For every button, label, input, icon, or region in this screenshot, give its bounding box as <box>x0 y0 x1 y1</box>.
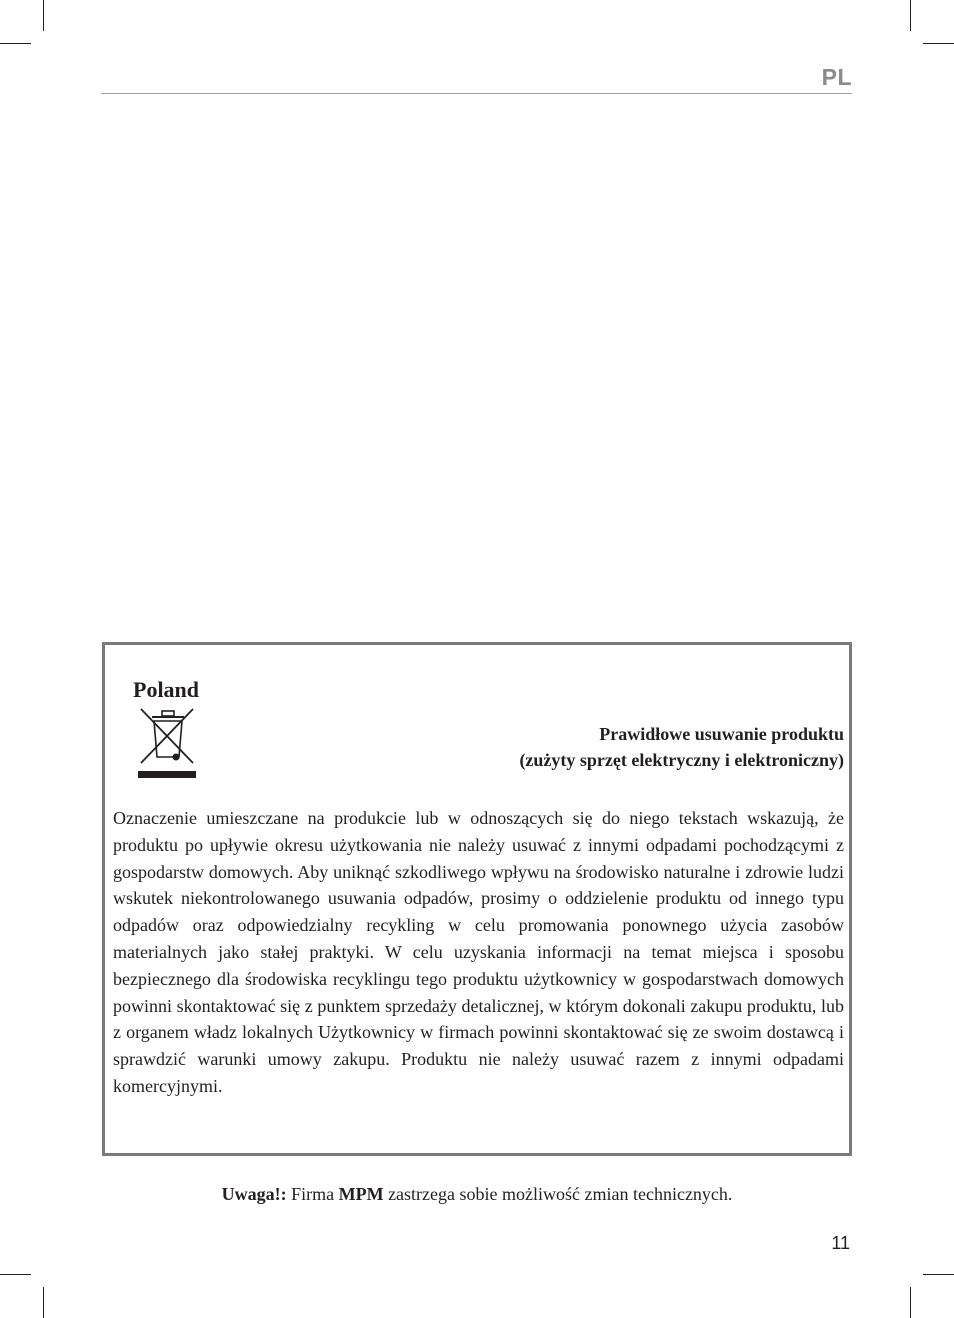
header-rule <box>101 93 852 94</box>
crop-mark-top-right-v <box>910 0 911 31</box>
heading-line-1: Prawidłowe usuwanie produktu <box>599 724 844 744</box>
disposal-info-box <box>102 642 852 1156</box>
country-title: Poland <box>133 677 200 702</box>
technical-changes-note <box>0 1184 954 1205</box>
note-text-after: zastrzega sobie możliwość zmian technicznych. <box>383 1184 733 1204</box>
note-brand: MPM <box>338 1184 384 1204</box>
page-number: 11 <box>831 1233 850 1253</box>
crossed-out-wheelie-bin-icon <box>138 705 198 779</box>
disposal-heading <box>519 721 844 773</box>
crop-mark-bottom-left-h <box>0 1274 31 1275</box>
crop-mark-bottom-right-h <box>923 1274 954 1275</box>
crop-mark-top-right-h <box>923 43 954 44</box>
crop-mark-top-left-v <box>43 0 44 31</box>
note-label: Uwaga!: <box>221 1184 287 1204</box>
language-code: PL <box>821 64 852 90</box>
heading-line-2: (zużyty sprzęt elektryczny i elektroniczny) <box>519 750 844 770</box>
disposal-body-text: Oznaczenie umieszczane na produkcie lub w odnoszących się do niego tekstach wskazują, że produktu po upływie okresu użytkowania nie należy usuwać z innymi odpadami pochodzącymi z gospodarstw domowych. Aby uniknąć szkodliwego wpływu na środowisko naturalne i zdrowie ludzi wskutek niekontrolowanego usuwania odpadów, prosimy o oddzielenie produktu od innego typu odpadów oraz odpowiedzialny recykling w celu promowania ponownego użycia zasobów materialnych jako stałej praktyki. W celu uzyskania informacji na temat miejsca i sposobu bezpiecznego dla środowiska recyklingu tego produktu użytkownicy w gospodarstwach domowych powinni skontaktować się z punktem sprzedaży detalicznej, w którym dokonali zakupu produktu, lub z organem władz lokalnych Użytkownicy w firmach powinni skontaktować się ze swoim dostawcą i sprawdzić warunki umowy zakupu. Produktu nie należy usuwać razem z innymi odpadami komercyjnymi. <box>113 808 844 1096</box>
crop-mark-bottom-left-v <box>43 1287 44 1318</box>
crop-mark-bottom-right-v <box>910 1287 911 1318</box>
note-text-before: Firma <box>286 1184 339 1204</box>
crop-mark-top-left-h <box>0 43 31 44</box>
